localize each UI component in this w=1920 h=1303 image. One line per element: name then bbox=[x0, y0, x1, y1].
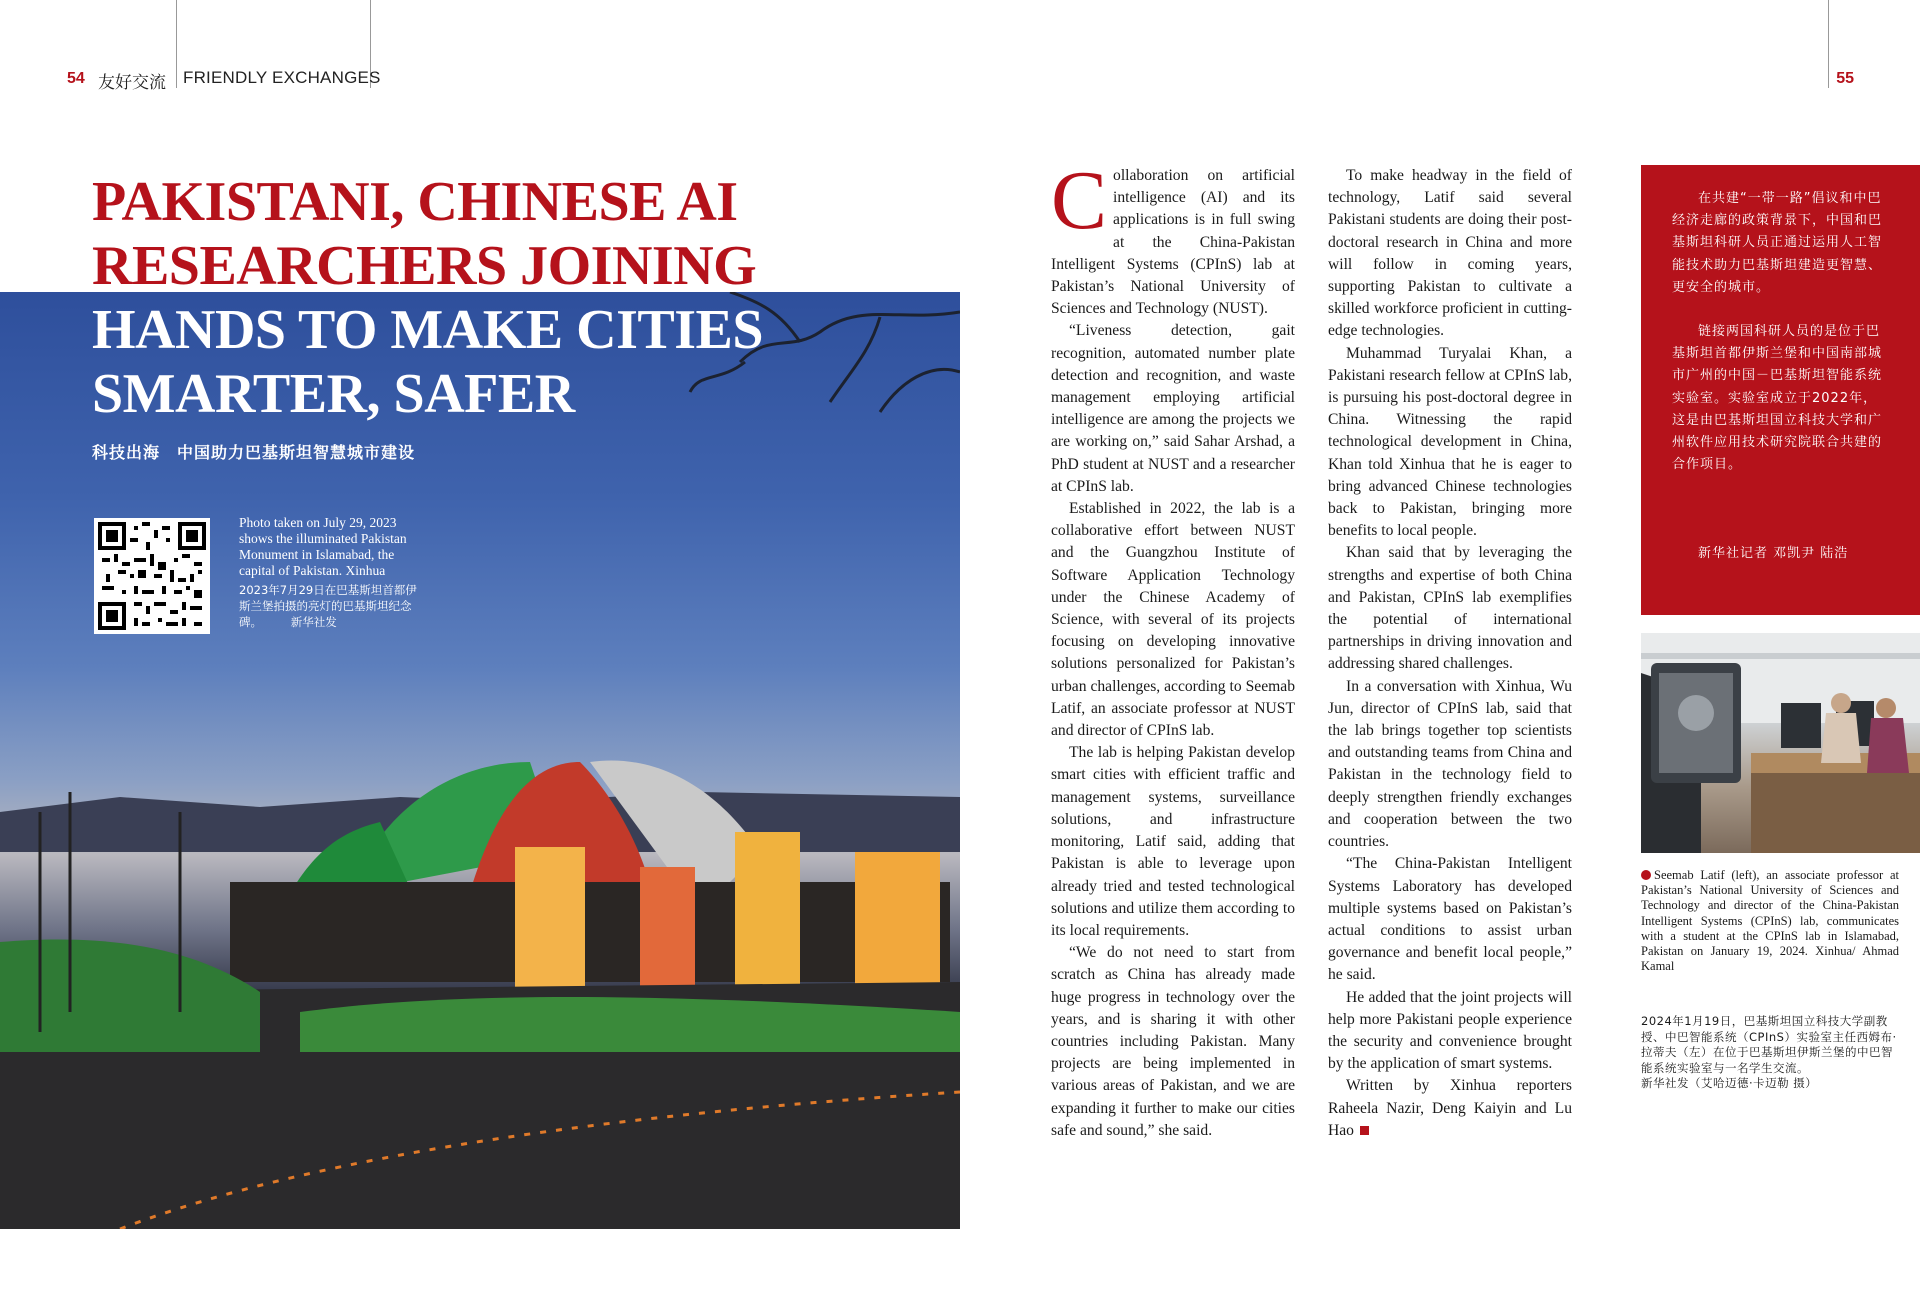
monument-base bbox=[230, 882, 950, 982]
article-paragraph: Muhammad Turyalai Khan, a Pakistani research fellow at CPInS lab, is pursuing his post-doctoral degree in China. Witnessing the rapid technological development in China, Khan told Xinhua that he is eager to bring advanced Chinese technologies back to Pakistan, bringing more benefits to local people. bbox=[1328, 344, 1572, 540]
page-number-left: 54 bbox=[67, 70, 85, 87]
page-top-rule-right bbox=[1828, 0, 1829, 88]
drop-cap: C bbox=[1051, 154, 1108, 247]
headline-line-2: RESEARCHERS JOINING bbox=[92, 235, 757, 297]
camera-icon bbox=[1641, 870, 1651, 880]
end-mark-icon bbox=[1360, 1126, 1369, 1135]
article-paragraph: Established in 2022, the lab is a collaborative effort between NUST and the Guangzhou Institute of Software Application Technology under the Chinese Academy of Science, with several of its projects focusing on developing innovative solutions personalized for Pakistan’s urban challenges, according to Seemab Latif, an associate professor at NUST and director of CPInS lab. bbox=[1051, 500, 1295, 740]
qr-code[interactable] bbox=[94, 518, 210, 634]
monitor bbox=[1781, 703, 1821, 748]
article-paragraph: “The China-Pakistan Intelligent Systems Laboratory has developed multiple systems based on Pakistan’s actual conditions to assist urban governance and benefit local people,” he said. bbox=[1328, 855, 1572, 984]
article-paragraph: “We do not need to start from scratch as China has already made huge progress in technology over the years, and is sharing it with other countries including Pakistan. Many projects are being implemented in various areas of Pakistan, and we are expanding it further to make our cities safe and sound,” she said. bbox=[1051, 944, 1295, 1139]
hero-photo-caption-cn: 2023年7月29日在巴基斯坦首都伊斯兰堡拍摄的亮灯的巴基斯坦纪念碑。 新华社发 bbox=[239, 583, 417, 629]
sidebar-summary-cn bbox=[1641, 165, 1920, 615]
article-paragraph: Khan said that by leveraging the strengths and expertise of both China and Pakistan, CPInS lab exemplifies the potential of international partnerships in driving innovation and addressing shared challenges. bbox=[1328, 544, 1572, 673]
article-paragraph: The lab is helping Pakistan develop smart cities with efficient traffic and management systems, surveillance solutions, and infrastructure monitoring, Latif said, adding that Pakistan is able to leverage upon already tried and tested technological solutions and utilize them according to its local requirements. bbox=[1051, 744, 1295, 939]
lab-photo-caption-cn: 2024年1月19日，巴基斯坦国立科技大学副教授、中巴智能系统（CPInS）实验室主任西姆布·拉蒂夫（左）在位于巴基斯坦伊斯兰堡的中巴智能系统实验室与一名学生交流。 新华社发（艾哈迈德·卡迈勒 摄） bbox=[1641, 1014, 1897, 1090]
sidebar-paragraph-2: 链接两国科研人员的是位于巴基斯坦首都伊斯兰堡和中国南部城市广州的中国－巴基斯坦智能系统实验室。实验室成立于2022年，这是由巴基斯坦国立科技大学和广州软件应用技术研究院联合共建的合作项目。 bbox=[1672, 324, 1883, 473]
hero-photo-illustration bbox=[0, 292, 960, 1229]
section-title-cn: 友好交流 bbox=[98, 73, 166, 93]
sidebar-byline: 新华社记者 邓凯尹 陆浩 bbox=[1698, 546, 1849, 561]
hero-photo-pakistan-monument bbox=[0, 292, 960, 1229]
lab-photo bbox=[1641, 633, 1920, 853]
qr-code-pattern bbox=[98, 522, 206, 630]
page-top-rule-left bbox=[176, 0, 177, 88]
person-1 bbox=[1831, 693, 1851, 713]
hero-photo-caption-en: Photo taken on July 29, 2023 shows the illuminated Pakistan Monument in Islamabad, the capital of Pakistan. Xinhua bbox=[239, 515, 407, 578]
article-column-1 bbox=[1051, 154, 1295, 1142]
article-paragraph: To make headway in the field of technology, Latif said several Pakistani students are doing their post-doctoral research in China and more will follow in coming years, supporting Pakistan to cultivate a skilled workforce proficient in cutting-edge technologies. bbox=[1328, 167, 1572, 340]
headline-line-1: PAKISTANI, CHINESE AI bbox=[92, 171, 738, 233]
subtitle-cn: 科技出海 中国助力巴基斯坦智慧城市建设 bbox=[92, 443, 416, 462]
article-headline bbox=[92, 170, 792, 426]
headline-line-4: SMARTER, SAFER bbox=[92, 363, 575, 425]
sidebar-paragraph-1: 在共建“一带一路”倡议和中巴经济走廊的政策背景下，中国和巴基斯坦科研人员正通过运用人工智能技术助力巴基斯坦建造更智慧、更安全的城市。 bbox=[1672, 191, 1883, 295]
lab-photo-caption-en: Seemab Latif (left), an associate professor at Pakistan’s National University of Sciences and Technology and director of the China-Pakistan Intelligent Systems (CPInS) lab, communicates with a student at the CPInS lab in Islamabad, Pakistan on January 19, 2024. Xinhua/ Ahmad Kamal bbox=[1641, 868, 1899, 974]
article-paragraph: He added that the joint projects will help more Pakistani people experience the security and convenience brought by the application of smart systems. bbox=[1328, 988, 1572, 1073]
lab-photo-illustration bbox=[1641, 633, 1920, 853]
lab-photo-credit-cn: 新华社发（艾哈迈德·卡迈勒 摄） bbox=[1641, 1076, 1818, 1090]
page-number-right: 55 bbox=[1836, 70, 1854, 87]
article-paragraph: Collaboration on artificial intelligence (AI) and its applications is in full swing at the China-Pakistan Intelligent Systems (CPInS) lab at Pakistan’s National University of Sciences and Technology (NUST). bbox=[1051, 154, 1295, 318]
person-2 bbox=[1876, 698, 1896, 718]
headline-line-3: HANDS TO MAKE CITIES bbox=[92, 299, 763, 361]
article-paragraph: “Liveness detection, gait recognition, automated number plate detection and recognition, and waste management employing artificial intelligence are among the projects we are working on,” said Sahar Arshad, a PhD student at NUST and a researcher at CPInS lab. bbox=[1051, 322, 1295, 495]
article-paragraph: In a conversation with Xinhua, Wu Jun, director of CPInS lab, said that the lab brings together top scientists and outstanding teams from China and Pakistan in the technology field to deeply strengthen friendly exchanges and cooperation between the two countries. bbox=[1328, 677, 1572, 851]
article-column-2 bbox=[1328, 165, 1572, 1142]
article-byline: Written by Xinhua reporters Raheela Nazir, Deng Kaiyin and Lu Hao bbox=[1328, 1077, 1572, 1139]
section-title-en: FRIENDLY EXCHANGES bbox=[183, 68, 381, 87]
